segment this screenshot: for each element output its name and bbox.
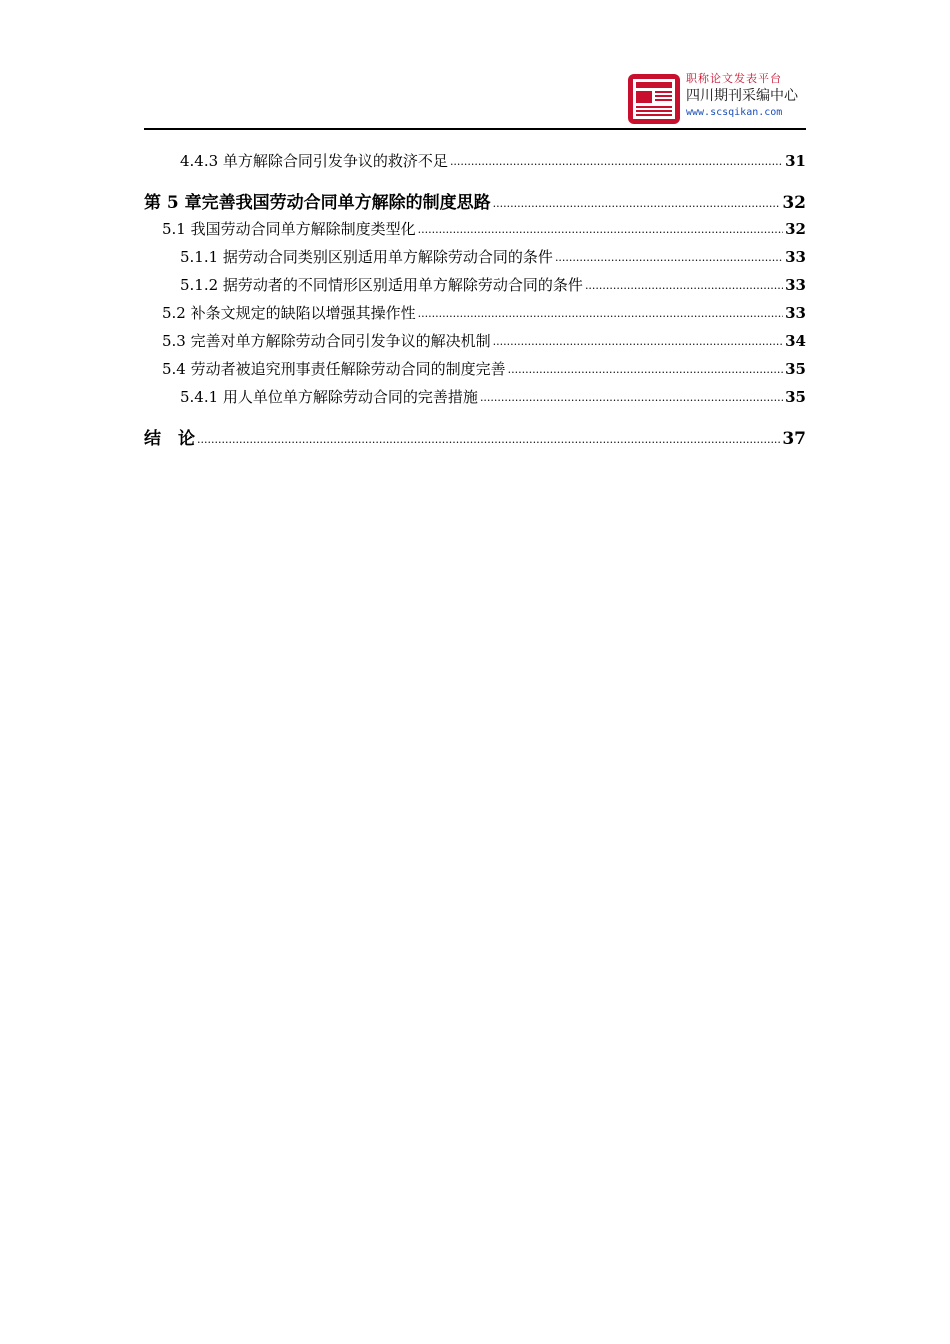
toc-entry-label: 4.4.3 单方解除合同引发争议的救济不足 <box>180 152 448 170</box>
toc-entry[interactable] <box>144 386 806 407</box>
toc-entry-page: 32 <box>785 220 806 238</box>
toc-leader-dots <box>493 331 783 346</box>
toc-entry-page: 37 <box>782 429 806 449</box>
toc-leader-dots <box>418 219 784 234</box>
toc-entry-page: 33 <box>785 248 806 266</box>
toc-leader-dots <box>555 247 783 262</box>
toc-entry-label: 5.1.2 据劳动者的不同情形区别适用单方解除劳动合同的条件 <box>180 276 583 294</box>
toc-leader-dots <box>508 359 783 374</box>
toc-entry-label: 5.2 补条文规定的缺陷以增强其操作性 <box>162 304 416 322</box>
toc-entry-page: 34 <box>785 332 806 350</box>
toc-leader-dots <box>493 191 781 208</box>
toc-entry-page: 35 <box>785 360 806 378</box>
toc-entry-label: 第 5 章完善我国劳动合同单方解除的制度思路 <box>144 193 491 213</box>
toc-entry-label: 结 论 <box>144 429 195 449</box>
header-divider <box>144 128 806 130</box>
toc-entry[interactable] <box>144 274 806 295</box>
toc-leader-dots <box>480 387 783 402</box>
toc-entry[interactable] <box>144 358 806 379</box>
toc-entry-page: 31 <box>785 152 806 170</box>
toc-entry-label: 5.1.1 据劳动合同类别区别适用单方解除劳动合同的条件 <box>180 248 553 266</box>
toc-entry[interactable] <box>144 188 806 213</box>
toc-entry[interactable] <box>144 424 806 449</box>
toc-entry-page: 33 <box>785 276 806 294</box>
toc-entry[interactable] <box>144 218 806 239</box>
toc-entry-label: 5.1 我国劳动合同单方解除制度类型化 <box>162 220 416 238</box>
toc-leader-dots <box>450 151 783 166</box>
logo-slogan: 职称论文发表平台 <box>686 72 782 85</box>
toc-entry-label: 5.4.1 用人单位单方解除劳动合同的完善措施 <box>180 388 478 406</box>
toc-entry-page: 32 <box>782 193 806 213</box>
toc-leader-dots <box>585 275 783 290</box>
toc-entry[interactable] <box>144 246 806 267</box>
toc-entry-label: 5.3 完善对单方解除劳动合同引发争议的解决机制 <box>162 332 491 350</box>
toc-entry-page: 35 <box>785 388 806 406</box>
toc-entry[interactable] <box>144 330 806 351</box>
toc-entry[interactable] <box>144 302 806 323</box>
toc-entry[interactable] <box>144 150 806 171</box>
header-logo <box>628 72 808 126</box>
toc-leader-dots <box>418 303 784 318</box>
newspaper-icon <box>628 74 680 124</box>
toc-leader-dots <box>197 427 780 444</box>
toc-entry-label: 5.4 劳动者被追究刑事责任解除劳动合同的制度完善 <box>162 360 506 378</box>
logo-title: 四川期刊采编中心 <box>686 88 798 104</box>
logo-url: www.scsqikan.com <box>686 107 783 118</box>
toc-entry-page: 33 <box>785 304 806 322</box>
